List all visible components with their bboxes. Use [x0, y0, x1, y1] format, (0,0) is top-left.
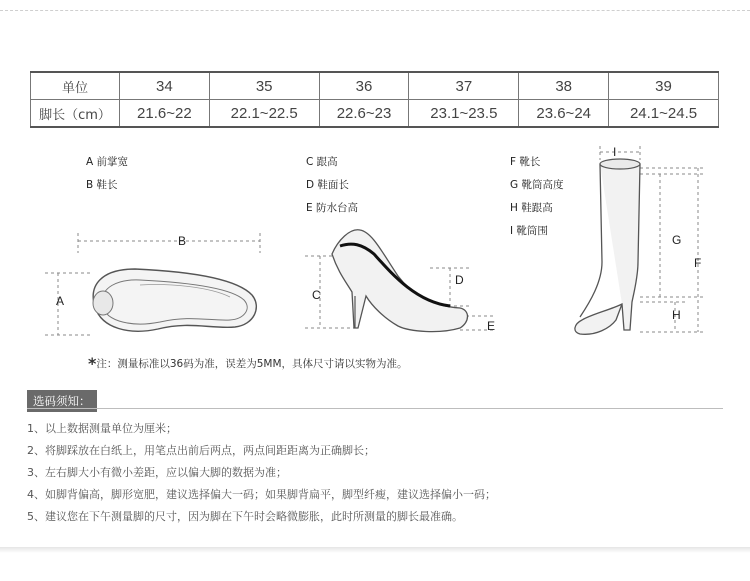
list-item: 4、如脚背偏高，脚形宽肥，建议选择偏大一码；如果脚背扁平，脚型纤瘦，建议选择偏小一码；: [27, 488, 496, 501]
length-cell: 22.1~22.5: [209, 100, 319, 128]
pump-shoe-diagram: [300, 218, 505, 338]
length-row: [31, 100, 719, 128]
dim-letter-i: I: [613, 145, 617, 159]
legend-a: A 前掌宽: [86, 156, 129, 168]
length-cell: 23.6~24: [519, 100, 609, 128]
dim-letter-a: A: [56, 294, 65, 308]
list-item: 2、将脚踩放在白纸上，用笔点出前后两点，两点间距距离为正确脚长；: [27, 444, 375, 457]
list-item: 1、以上数据测量单位为厘米；: [27, 422, 177, 435]
length-cell: 24.1~24.5: [609, 100, 719, 128]
legend-g: G 靴筒高度: [510, 179, 564, 191]
legend-c: C 跟高: [306, 156, 338, 168]
dim-letter-c: C: [312, 288, 321, 302]
legend-h: H 鞋跟高: [510, 202, 553, 214]
dim-letter-g: G: [672, 233, 682, 247]
length-cell: 23.1~23.5: [409, 100, 519, 128]
legend-d: D 鞋面长: [306, 179, 349, 191]
length-cell: 22.6~23: [319, 100, 409, 128]
tips-title: 选码须知：: [27, 390, 97, 412]
size-row: [31, 72, 719, 100]
note-label: 注：: [96, 358, 118, 370]
note-text: 测量标准以36码为准，误差为5MM，具体尺寸请以实物为准。: [117, 358, 408, 370]
boot-diagram: [560, 142, 710, 342]
top-divider: [0, 10, 750, 11]
size-cell: 36: [319, 72, 409, 100]
dim-letter-h: H: [672, 308, 681, 322]
size-cell: 35: [209, 72, 319, 100]
legend-b: B 鞋长: [86, 179, 118, 191]
list-item: 3、左右脚大小有微小差距，应以偏大脚的数据为准；: [27, 466, 287, 479]
size-table: [30, 71, 719, 128]
foot-length-header: 脚长（cm）: [31, 100, 120, 128]
dim-letter-e: E: [487, 319, 496, 333]
size-cell: 39: [609, 72, 719, 100]
size-cell: 34: [120, 72, 210, 100]
tips-list: [27, 418, 496, 528]
dim-letter-b: B: [178, 234, 187, 248]
measurement-note: [88, 354, 408, 373]
legend-i: I 靴筒围: [510, 225, 548, 237]
unit-header: 单位: [31, 72, 120, 100]
tips-divider: [27, 408, 723, 409]
shoe-sole-diagram: [40, 225, 270, 340]
dim-letter-f: F: [694, 256, 702, 270]
bottom-divider: [0, 547, 750, 553]
length-cell: 21.6~22: [120, 100, 210, 128]
note-star: *: [88, 354, 97, 373]
legend-f: F 靴长: [510, 156, 541, 168]
size-cell: 37: [409, 72, 519, 100]
size-cell: 38: [519, 72, 609, 100]
list-item: 5、建议您在下午测量脚的尺寸，因为脚在下午时会略微膨胀，此时所测量的脚长最准确。: [27, 510, 463, 523]
dim-letter-d: D: [455, 273, 464, 287]
legend-e: E 防水台高: [306, 202, 358, 214]
